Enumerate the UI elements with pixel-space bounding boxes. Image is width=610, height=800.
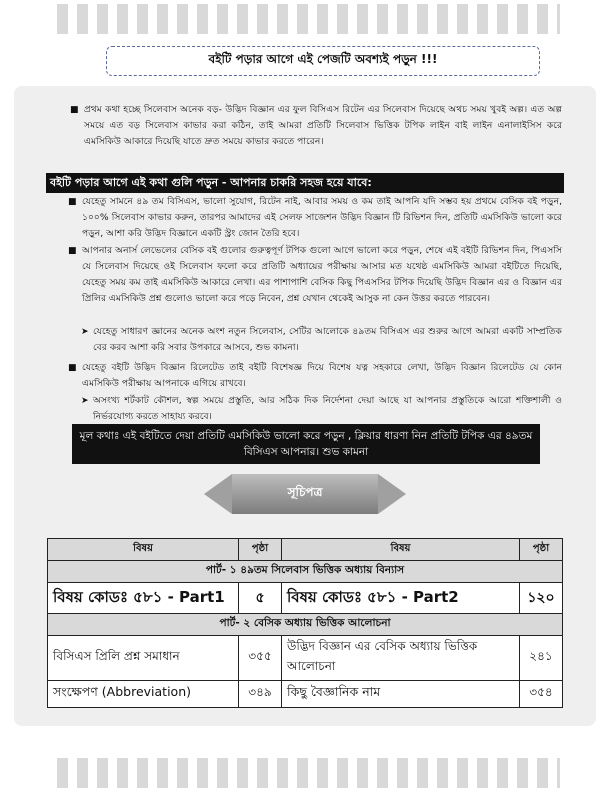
point-2: ■ আপনার অনার্স লেভেলের বেসিক বই গুলোর গুরুত্বপূর্ণ টপিক গুলো আগে ভালো করে পড়ুন, শেষে এই বইটি রিভিশন দিন, পিএসসি যে সিলেবাস দিয়েছে ওই সিলেবাস ফলো করে প্রতিটি অধ্যায়ের পরীক্ষায় আসার মত যথেষ্ঠ এমসিকিউ আমরা বইটিতে দিয়েছি, যেহেতু সময় কম তাই এমসিকিউ আকারে লেখা। এর পাশাপাশি বেসিক কিছু পিএসসির টপিক দিয়েছি উদ্ভিদ বিজ্ঞান এর ও বিজ্ঞান এর প্রিলির এমসিকিউ প্রশ্ন গুলোও ভালো করে পড়ে নিবেন, প্রশ্ন যেখান থেকেই আসুক না কেন উত্তর করতে পারবেন। <box>68 245 562 304</box>
toc-entry[interactable]: কিছু বৈজ্ঞানিক নাম <box>282 681 520 708</box>
page-number: ২৪১ <box>520 636 563 681</box>
point-3: ➤ যেহেতু সাধারণ জ্ঞানের অনেক অংশ নতুন সিলেবাস, সেটির আলোকে ৪৯তম বিসিএস এর শুরুর আগে আমরা একটি সাম্প্রতিক বের করব আশা করি সবার উপকারে আসবে, শুভ কামনা। <box>81 326 562 353</box>
bullet-icon: ■ <box>68 363 77 373</box>
intro-text: প্রথম কথা হচ্ছে সিলেবাস অনেক বড়- উদ্ভিদ বিজ্ঞান এর ফুল বিসিএস রিটেন এর সিলেবাস দিয়েছে অথচ সময় খুবই অল্প। এত অল্প সময়ে এত বড় সিলেবাস কাভার করা কঠিন, তাই আমরা প্রতিটি সিলেবাস ভিত্তিক টপিক লাইন বাই লাইন এনালাইসিস করে এমসিকিউ আকারে দিয়েছি যাতে দ্রুত সময়ে কাভার করতে পারেন। <box>84 104 562 147</box>
bottom-stripe-decoration <box>48 758 560 788</box>
toc-entry[interactable]: বিষয় কোডঃ ৫৮১ - Part2 <box>282 583 520 614</box>
page-number: ৫ <box>239 583 282 614</box>
header-page: পৃষ্ঠা <box>239 539 282 561</box>
header-page-2: পৃষ্ঠা <box>520 539 563 561</box>
page-number: ১২০ <box>520 583 563 614</box>
toc-table <box>47 538 563 708</box>
part2-label: পার্ট- ২ বেসিক অধ্যায় ভিত্তিক আলোচনা <box>48 614 563 636</box>
summary-banner: মূল কথাঃ এই বইটিতে দেয়া প্রতিটি এমসিকিউ ভালো করে পড়ুন , ক্লিয়ার ধারণা নিন প্রতিটি টপিক এর ৪৯তম বিসিএস আপনার। শুভ কামনা <box>72 424 540 464</box>
part1-label: পার্ট- ১ ৪৯তম সিলেবাস ভিত্তিক অধ্যায় বিন্যাস <box>48 561 563 583</box>
bullet-icon: ■ <box>68 197 77 207</box>
top-stripe-decoration <box>48 4 560 34</box>
page-number: ৩৪৯ <box>239 681 282 708</box>
arrow-icon: ➤ <box>81 396 89 406</box>
table-header-row <box>48 539 563 561</box>
header-subject-2: বিষয় <box>282 539 520 561</box>
toc-title: সূচিপত্র <box>232 474 378 514</box>
point-1: ■ যেহেতু সামনে ৪৯ তম বিসিএস, ভালো সুযোগ, রিটেন নাই, আবার সময় ও কম তাই আপনি যদি সম্ভব হয় প্রথমে বেসিক বই পড়ুন, ১০০% সিলেবাস কাভার করুন, তারপর আমাদের এই সেলফ সাজেশন উদ্ভিদ বিজ্ঞান টি রিভিশন দিন, প্রতিটি এমসিকিউ ভালো করে পড়ুন, আশা করি উদ্ভিদ বিজ্ঞানে একটি স্ট্রং জোন তৈরি হবে। <box>68 196 562 239</box>
bullet-icon: ■ <box>70 105 79 115</box>
arrow-icon: ➤ <box>81 327 89 337</box>
table-row <box>48 681 563 708</box>
header-subject: বিষয় <box>48 539 239 561</box>
part-row <box>48 614 563 636</box>
table-row <box>48 583 563 614</box>
toc-entry[interactable]: উদ্ভিদ বিজ্ঞান এর বেসিক অধ্যায় ভিত্তিক আলোচনা <box>282 636 520 681</box>
page-number: ৩৫৫ <box>239 636 282 681</box>
read-first-notice: বইটি পড়ার আগে এই পেজটি অবশ্যই পড়ুন !!! <box>106 46 540 76</box>
toc-entry[interactable]: সংক্ষেপণ (Abbreviation) <box>48 681 239 708</box>
section-bar: বইটি পড়ার আগে এই কথা গুলি পড়ুন - আপনার চাকরি সহজ হয়ে যাবে: <box>46 173 564 193</box>
point-4: ■ যেহেতু বইটি উদ্ভিদ বিজ্ঞান রিলেটেড তাই বইটি বিশেষজ্ঞ দিয়ে বিশেষ যত্ন সহকারে লেখা, উদ্ভিদ বিজ্ঞান রিলেটেড যে কোন এমসিকিউ পরীক্ষায় আপনাকে এগিয়ে রাখবে। <box>68 362 562 389</box>
toc-entry[interactable]: বিষয় কোডঃ ৫৮১ - Part1 <box>48 583 239 614</box>
table-row <box>48 636 563 681</box>
point-5: ➤ অসংখ্য শর্টকাট কৌশল, স্বল্প সময়ে প্রস্তুতি, আর সঠিক দিক নির্দেশনা দেয়া আছে যা আপনার প্রস্তুতিকে আরো শক্তিশালী ও নির্ভরযোগ্য করতে সাহায্য করবে। <box>81 395 562 422</box>
page-number: ৩৫৪ <box>520 681 563 708</box>
toc-entry[interactable]: বিসিএস প্রিলি প্রশ্ন সমাধান <box>48 636 239 681</box>
part-row <box>48 561 563 583</box>
bullet-icon: ■ <box>68 246 77 256</box>
intro-paragraph <box>70 102 562 150</box>
